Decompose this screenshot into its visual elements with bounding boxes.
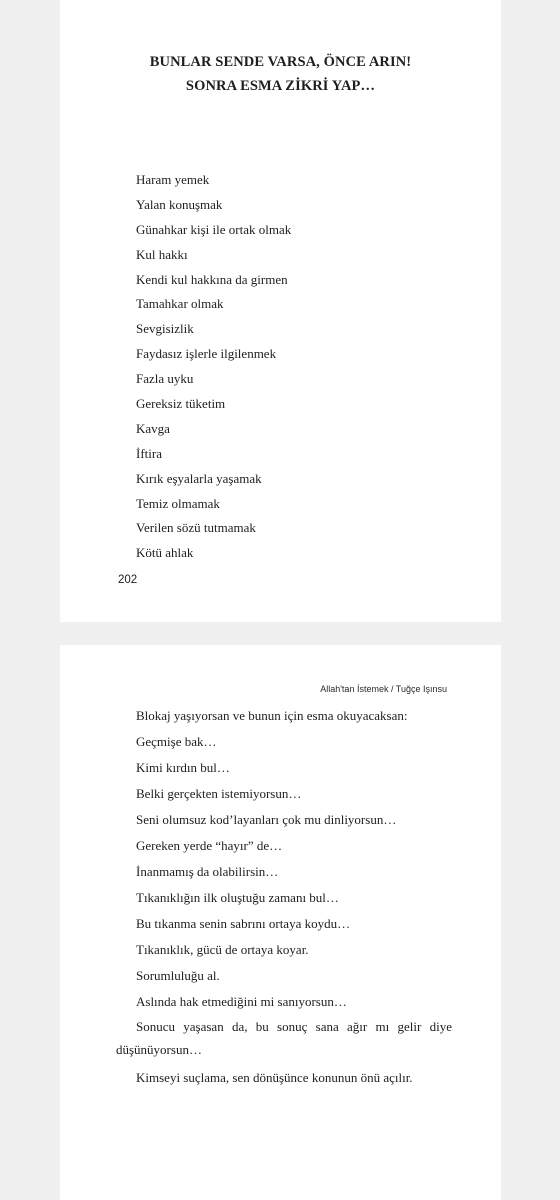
- paragraph-line: Seni olumsuz kod’layanları çok mu dinliyorsun…: [136, 812, 397, 827]
- list-item: İftira: [136, 445, 162, 461]
- paragraph-line: Bu tıkanma senin sabrını ortaya koydu…: [136, 916, 351, 931]
- list-item: Kırık eşyalarla yaşamak: [136, 470, 262, 486]
- paragraph-line: Aslında hak etmediğini mi sanıyorsun…: [136, 994, 347, 1009]
- list-item: Gereksiz tüketim: [136, 396, 226, 412]
- page-number: 202: [118, 574, 138, 586]
- list-item: Haram yemek: [136, 172, 210, 187]
- paragraph-line: Kimi kırdın bul…: [136, 760, 230, 775]
- paragraph-line: İnanmamış da olabilirsin…: [136, 864, 279, 879]
- book-page-202: [60, 0, 501, 622]
- paragraph-line: Gereken yerde “hayır” de…: [136, 838, 283, 853]
- list-item: Kötü ahlak: [136, 545, 194, 561]
- list-item: Kul hakkı: [136, 246, 188, 262]
- multiline-paragraph: Sonucu yaşasan da, bu sonuç sana ağır mı gelir diye düşünüyorsun…: [116, 1019, 452, 1057]
- paragraph-line: Sorumluluğu al.: [136, 968, 220, 983]
- paragraph-line: Belki gerçekten istemiyorsun…: [136, 786, 302, 801]
- list-item: Yalan konuşmak: [136, 196, 223, 212]
- list-item: Kendi kul hakkına da girmen: [136, 271, 288, 287]
- list-item: Verilen sözü tutmamak: [136, 520, 256, 536]
- list-item: Sevgisizlik: [136, 321, 194, 337]
- list-item: Kavga: [136, 420, 170, 436]
- running-header: Allah'tan İstemek / Tuğçe Işınsu: [320, 684, 447, 694]
- paragraph-line: Blokaj yaşıyorsan ve bunun için esma okuyacaksan:: [136, 708, 408, 723]
- paragraph-line: Kimseyi suçlama, sen dönüşünce konunun önü açılır.: [136, 1070, 413, 1085]
- chapter-title-line-2: SONRA ESMA ZİKRİ YAP…: [185, 78, 376, 94]
- list-item: Faydasız işlerle ilgilenmek: [136, 346, 277, 362]
- list-item: Günahkar kişi ile ortak olmak: [136, 221, 292, 237]
- paragraph-line: Tıkanıklık, gücü de ortaya koyar.: [136, 942, 309, 957]
- chapter-title-line-1: BUNLAR SENDE VARSA, ÖNCE ARIN!: [149, 54, 412, 70]
- purification-list: [136, 168, 291, 566]
- list-item: Tamahkar olmak: [136, 296, 224, 312]
- list-item: Fazla uyku: [136, 371, 194, 387]
- book-page-203: [60, 645, 501, 1200]
- paragraph-line: Geçmişe bak…: [136, 734, 217, 749]
- list-item: Temiz olmamak: [136, 495, 220, 511]
- paragraph-line: Tıkanıklığın ilk oluştuğu zamanı bul…: [136, 890, 339, 905]
